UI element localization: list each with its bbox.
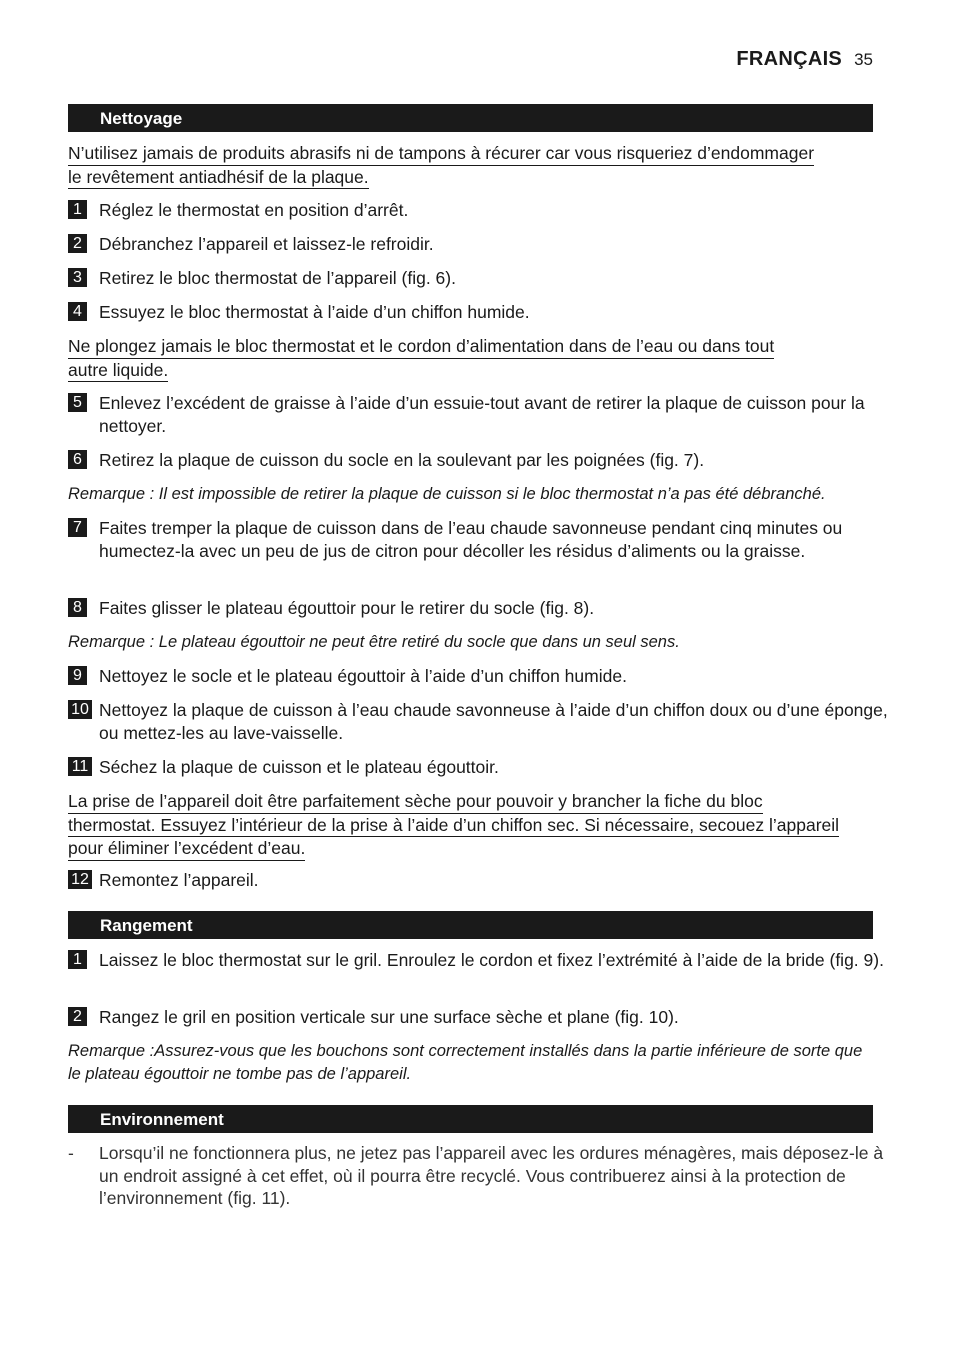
step-item xyxy=(68,756,904,779)
step-number: 3 xyxy=(68,268,87,287)
step-number: 5 xyxy=(68,393,87,412)
note-remarque: Remarque :Assurez-vous que les bouchons sont correctement installés dans la partie inférieure de sorte que le plateau égouttoir ne tombe pas de l’appareil. xyxy=(68,1042,863,1083)
step-text: Laissez le bloc thermostat sur le gril. Enroulez le cordon et fixez l’extrémité à l’aide de la bride (fig. 9). xyxy=(99,950,884,970)
step-number: 8 xyxy=(68,598,87,617)
step-item xyxy=(68,301,904,324)
step-text: Nettoyez la plaque de cuisson à l’eau chaude savonneuse à l’aide d’un chiffon doux ou d’une éponge, ou mettez-les au lave-vaisselle. xyxy=(99,700,888,743)
warning-abrasifs xyxy=(68,142,873,189)
step-item xyxy=(68,699,904,744)
step-number: 10 xyxy=(68,700,92,719)
step-text: Nettoyez le socle et le plateau égouttoir à l’aide d’un chiffon humide. xyxy=(99,666,627,686)
step-item xyxy=(68,665,904,688)
warning-line: autre liquide. xyxy=(68,359,168,383)
step-item xyxy=(68,949,904,972)
step-text: Faites glisser le plateau égouttoir pour le retirer du socle (fig. 8). xyxy=(99,598,595,618)
step-number: 12 xyxy=(68,870,92,889)
step-item xyxy=(68,233,904,256)
step-item xyxy=(68,449,904,472)
section-title-rangement: Rangement xyxy=(68,911,873,939)
step-number: 1 xyxy=(68,950,87,969)
step-text: Réglez le thermostat en position d’arrêt. xyxy=(99,200,409,220)
step-text: Débranchez l’appareil et laissez-le refroidir. xyxy=(99,234,434,254)
step-item xyxy=(68,392,904,437)
step-number: 11 xyxy=(68,757,92,776)
page-number: 35 xyxy=(854,50,873,69)
step-number: 6 xyxy=(68,450,87,469)
step-item xyxy=(68,1006,904,1029)
step-number: 1 xyxy=(68,200,87,219)
step-text: Remontez l’appareil. xyxy=(99,870,259,890)
step-number: 2 xyxy=(68,1007,87,1026)
warning-prise-seche xyxy=(68,790,873,861)
bullet-dash: - xyxy=(68,1143,74,1163)
step-text: Rangez le gril en position verticale sur une surface sèche et plane (fig. 10). xyxy=(99,1007,679,1027)
warning-immersion xyxy=(68,335,873,382)
step-text: Essuyez le bloc thermostat à l’aide d’un chiffon humide. xyxy=(99,302,530,322)
step-item xyxy=(68,597,904,620)
step-item xyxy=(68,199,904,222)
step-number: 4 xyxy=(68,302,87,321)
warning-line: N’utilisez jamais de produits abrasifs ni de tampons à récurer car vous risqueriez d’endommager xyxy=(68,142,814,166)
bullet-item xyxy=(68,1142,904,1210)
step-item xyxy=(68,517,904,562)
step-text: Faites tremper la plaque de cuisson dans de l’eau chaude savonneuse pendant cinq minutes ou humectez-la avec un peu de jus de citron pour décoller les résidus d’aliments ou la graisse. xyxy=(99,518,843,561)
warning-line: thermostat. Essuyez l’intérieur de la prise à l’aide d’un chiffon sec. Si nécessaire, secouez l’appareil xyxy=(68,814,839,838)
step-number: 2 xyxy=(68,234,87,253)
step-text: Séchez la plaque de cuisson et le plateau égouttoir. xyxy=(99,757,499,777)
language-label: FRANÇAIS xyxy=(736,48,843,70)
section-title-environnement: Environnement xyxy=(68,1105,873,1133)
warning-line: le revêtement antiadhésif de la plaque. xyxy=(68,166,369,190)
step-item xyxy=(68,267,904,290)
step-text: Enlevez l’excédent de graisse à l’aide d’un essuie-tout avant de retirer la plaque de cuisson pour la nettoyer. xyxy=(99,393,865,436)
step-number: 9 xyxy=(68,666,87,685)
step-text: Retirez le bloc thermostat de l’appareil (fig. 6). xyxy=(99,268,456,288)
bullet-text: Lorsqu’il ne fonctionnera plus, ne jetez pas l’appareil avec les ordures ménagères, mais déposez-le à un endroit assigné à cet effet, où il pourra être recyclé. Vous contribuerez ainsi à la protection de l’environnement (fig. 11). xyxy=(99,1143,884,1209)
section-title-nettoyage: Nettoyage xyxy=(68,104,873,132)
note-remarque: Remarque : Le plateau égouttoir ne peut être retiré du socle que dans un seul sens. xyxy=(68,633,680,651)
warning-line: Ne plongez jamais le bloc thermostat et le cordon d’alimentation dans de l’eau ou dans tout xyxy=(68,335,774,359)
page-header xyxy=(736,48,873,71)
warning-line: pour éliminer l’excédent d’eau. xyxy=(68,837,305,861)
step-number: 7 xyxy=(68,518,87,537)
step-text: Retirez la plaque de cuisson du socle en la soulevant par les poignées (fig. 7). xyxy=(99,450,705,470)
step-item xyxy=(68,869,904,892)
note-remarque: Remarque : Il est impossible de retirer la plaque de cuisson si le bloc thermostat n’a pas été débranché. xyxy=(68,485,826,503)
warning-line: La prise de l’appareil doit être parfaitement sèche pour pouvoir y brancher la fiche du bloc xyxy=(68,790,763,814)
